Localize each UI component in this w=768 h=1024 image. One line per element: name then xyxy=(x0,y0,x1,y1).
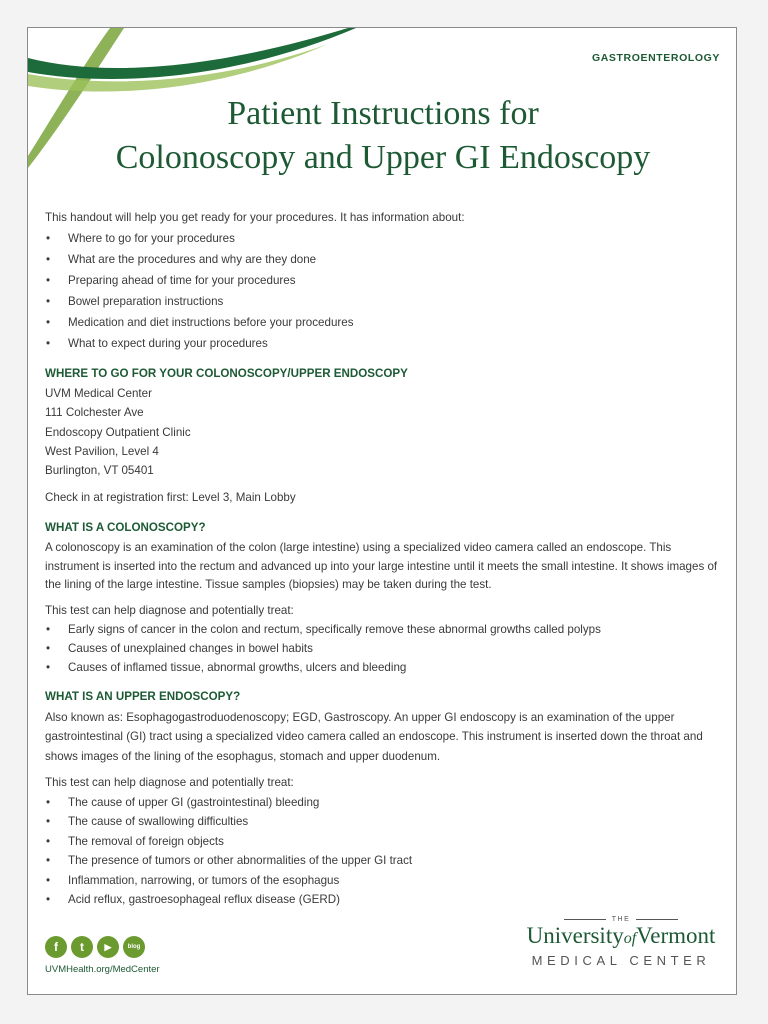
address-line: Endoscopy Outpatient Clinic xyxy=(45,425,191,439)
upper-endoscopy-description: Also known as: Esophagogastroduodenoscopy; EGD, Gastroscopy. An upper GI endoscopy is an examination of the upper gastrointestinal (GI) tract using a specialized video camera called an endoscope. This instrument is inserted down the throat and shows images of the lining of the esophagus, stomach and upper duodenum. xyxy=(45,710,703,763)
page-title xyxy=(28,92,737,180)
upper-endoscopy-heading: WHAT IS AN UPPER ENDOSCOPY? xyxy=(45,689,241,703)
address-block xyxy=(45,384,721,480)
logo-rule xyxy=(636,919,678,920)
list-item: • Acid reflux, gastroesophageal reflux disease (GERD) xyxy=(45,890,721,910)
intro-list xyxy=(45,229,721,354)
logo-medical-center: MEDICAL CENTER xyxy=(531,953,711,968)
logo-university: UniversityofVermont xyxy=(526,923,716,948)
list-item: • Medication and diet instructions before your procedures xyxy=(45,313,721,333)
logo-the: THE xyxy=(521,916,721,923)
address-line: Burlington, VT 05401 xyxy=(45,464,154,478)
where-heading: WHERE TO GO FOR YOUR COLONOSCOPY/UPPER ENDOSCOPY xyxy=(45,367,408,380)
footer-links xyxy=(45,936,160,975)
blog-icon[interactable]: blog xyxy=(123,936,145,958)
youtube-icon[interactable]: ▶ xyxy=(97,936,119,958)
list-item: • What are the procedures and why are they done xyxy=(45,250,721,270)
department-label: GASTROENTEROLOGY xyxy=(591,52,720,64)
intro-text: This handout will help you get ready for your procedures. It has information about: xyxy=(45,211,465,224)
address-line: UVM Medical Center xyxy=(45,387,152,400)
facebook-icon[interactable]: f xyxy=(45,936,67,958)
list-item: • The cause of swallowing difficulties xyxy=(45,812,721,832)
website-link[interactable]: UVMHealth.org/MedCenter xyxy=(45,964,160,975)
list-item: • What to expect during your procedures xyxy=(45,334,721,354)
upper-endoscopy-list xyxy=(45,793,721,910)
list-item: • Inflammation, narrowing, or tumors of the esophagus xyxy=(45,871,721,891)
list-item: • Bowel preparation instructions xyxy=(45,292,721,312)
colonoscopy-lead: This test can help diagnose and potentially treat: xyxy=(45,603,294,617)
list-item: • The presence of tumors or other abnormalities of the upper GI tract xyxy=(45,851,721,871)
twitter-icon[interactable]: t xyxy=(71,936,93,958)
colonoscopy-heading: WHAT IS A COLONOSCOPY? xyxy=(45,521,206,535)
list-item: • The cause of upper GI (gastrointestinal) bleeding xyxy=(45,793,721,813)
upper-endoscopy-lead: This test can help diagnose and potentially treat: xyxy=(45,776,294,790)
address-line: West Pavilion, Level 4 xyxy=(45,444,159,458)
list-item: • Early signs of cancer in the colon and rectum, specifically remove these abnormal growths called polyps xyxy=(45,620,721,639)
title-line-1: Patient Instructions for xyxy=(227,95,539,132)
handout-page xyxy=(27,27,737,995)
colonoscopy-description: A colonoscopy is an examination of the colon (large intestine) using a specialized video camera called an endoscope. This instrument is inserted into the rectum and advanced up into your large intestine until it meets the small intestine. It shows images of the lining of the large intestine. Tissue samples (biopsies) may be taken during the test. xyxy=(45,541,718,592)
address-line: 111 Colchester Ave xyxy=(45,406,144,420)
colonoscopy-list xyxy=(45,620,721,677)
list-item: • Causes of unexplained changes in bowel habits xyxy=(45,639,721,658)
title-line-2: Colonoscopy and Upper GI Endoscopy xyxy=(115,139,651,176)
list-item: • The removal of foreign objects xyxy=(45,832,721,852)
logo-rule xyxy=(564,919,606,920)
list-item: • Where to go for your procedures xyxy=(45,229,721,249)
list-item: • Preparing ahead of time for your procedures xyxy=(45,271,721,291)
list-item: • Causes of inflamed tissue, abnormal growths, ulcers and bleeding xyxy=(45,658,721,677)
uvm-medical-center-logo xyxy=(521,916,721,968)
main-content xyxy=(45,208,721,910)
social-icons xyxy=(45,936,160,958)
checkin-text: Check in at registration first: Level 3, Main Lobby xyxy=(45,491,296,505)
